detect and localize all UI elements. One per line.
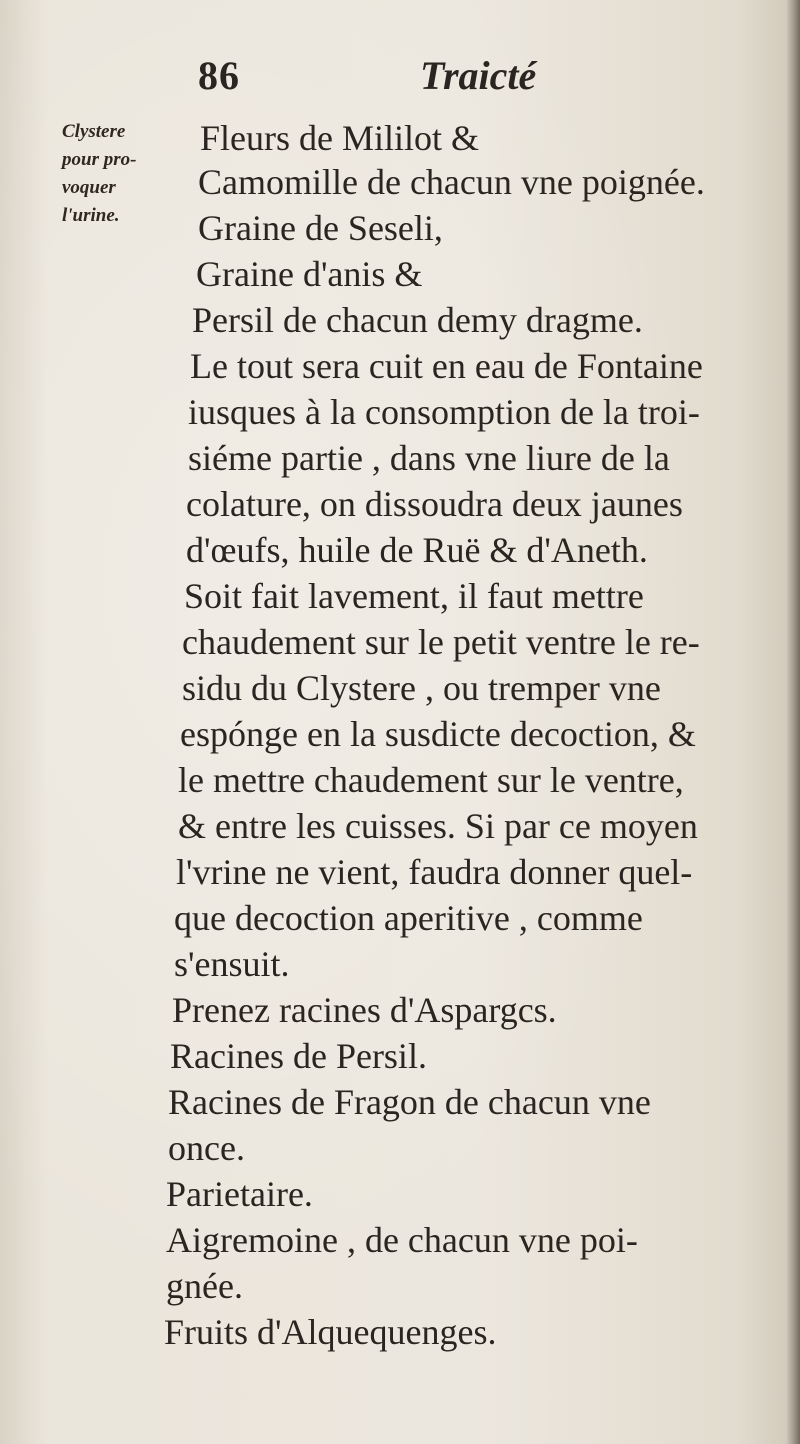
text-line: Aigremoine , de chacun vne poi- (166, 1220, 638, 1260)
running-header (198, 52, 618, 112)
margin-note-line: pour pro- (62, 149, 137, 170)
text-line: Camomille de chacun vne poignée. (198, 162, 705, 202)
running-title: Traicté (420, 53, 537, 98)
text-line: Racines de Fragon de chacun vne (168, 1082, 651, 1122)
text-line: Persil de chacun demy dragme. (192, 300, 643, 340)
text-line: Graine de Seseli, (198, 208, 443, 248)
text-line: d'œufs, huile de Ruë & d'Aneth. (186, 530, 648, 570)
text-line: Le tout sera cuit en eau de Fontaine (190, 346, 703, 386)
text-line: Racines de Persil. (170, 1036, 427, 1076)
text-line: s'ensuit. (174, 944, 290, 984)
text-line: gnée. (166, 1266, 243, 1306)
text-line: iusques à la consomption de la troi- (188, 392, 700, 432)
text-line: espónge en la susdicte decoction, & (180, 714, 696, 754)
text-line: Parietaire. (166, 1174, 313, 1214)
text-line: que decoction aperitive , comme (174, 898, 643, 938)
text-line: Graine d'anis & (196, 254, 423, 294)
margin-note-line: voquer (62, 177, 116, 198)
page-edge-shadow (786, 0, 800, 1444)
page-number: 86 (198, 53, 240, 98)
text-line: Soit fait lavement, il faut mettre (184, 576, 644, 616)
text-line: sidu du Clystere , ou tremper vne (182, 668, 661, 708)
text-line: Prenez racines d'Aspargcs. (172, 990, 557, 1030)
margin-note-line: Clystere (62, 121, 126, 142)
text-line: Fleurs de Mililot & (200, 118, 479, 158)
text-line: colature, on dissoudra deux jaunes (186, 484, 683, 524)
margin-note-line: l'urine. (62, 205, 120, 226)
text-line: l'vrine ne vient, faudra donner quel- (176, 852, 693, 892)
text-line: once. (168, 1128, 245, 1168)
text-line: & entre les cuisses. Si par ce moyen (178, 806, 698, 846)
margin-note (62, 118, 192, 230)
text-line: le mettre chaudement sur le ventre, (178, 760, 684, 800)
text-line: siéme partie , dans vne liure de la (188, 438, 670, 478)
text-line: Fruits d'Alquequenges. (164, 1312, 497, 1352)
text-line: chaudement sur le petit ventre le re- (182, 622, 700, 662)
